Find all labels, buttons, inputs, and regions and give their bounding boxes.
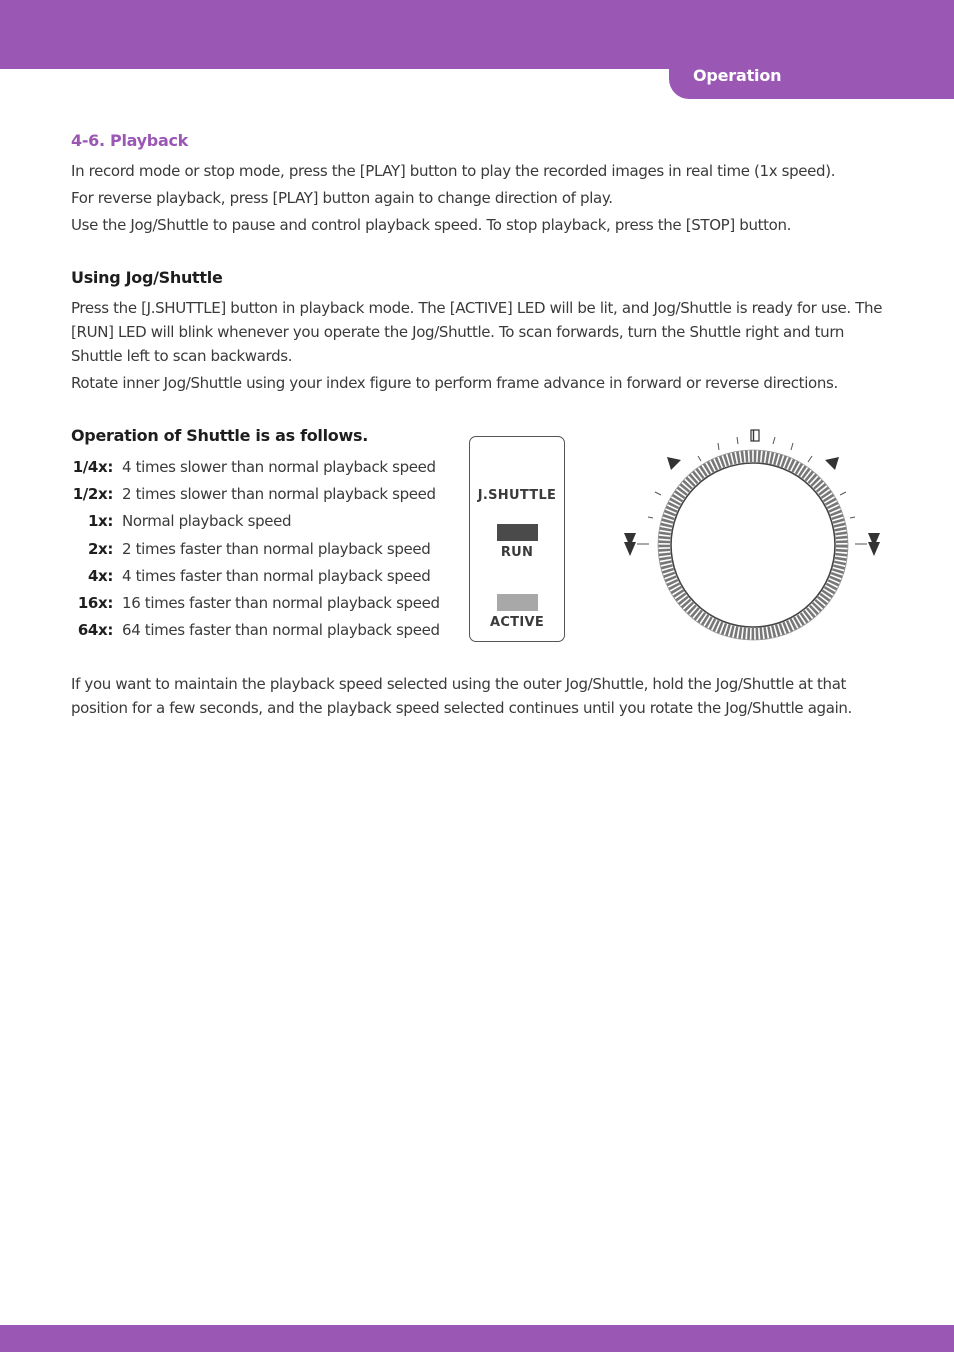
speed-row [71, 508, 451, 535]
jog-paragraph-1: Press the [J.SHUTTLE] button in playback mode. The [ACTIVE] LED will be lit, and Jog/Shuttle is ready for use. The [RUN] LED will blink whenever you operate the Jog/Shuttle. To scan forwards, turn the Shuttle right and turn Shuttle left to scan backwards. [71, 299, 883, 365]
speed-key: 64x: [77, 621, 113, 640]
speed-row [71, 590, 451, 617]
speed-description: 4 times slower than normal playback speed [122, 458, 436, 476]
jshuttle-button-label: J.SHUTTLE [477, 488, 557, 503]
speed-description: 2 times faster than normal playback speed [122, 539, 431, 558]
speed-row [71, 563, 451, 590]
speed-key: 4x: [87, 566, 113, 585]
section-title: 4-6. Playback [71, 131, 188, 150]
speed-key: 1/4x: [72, 458, 113, 476]
speed-key: 2x: [87, 539, 113, 558]
jog-shuttle-dial [615, 420, 895, 645]
intro-line-1: In record mode or stop mode, press the [PLAY] button to play the recorded images in real time (1x speed). [71, 162, 836, 180]
speed-row [71, 617, 451, 644]
speed-row [71, 481, 451, 508]
shuttle-heading: Operation of Shuttle is as follows. [71, 426, 368, 445]
intro-line-3: Use the Jog/Shuttle to pause and control playback speed. To stop playback, press the [STOP] button. [71, 216, 792, 234]
speed-key: 1x: [87, 512, 113, 531]
speed-description: 4 times faster than normal playback speed [122, 566, 431, 585]
section-tab [669, 55, 954, 99]
intro-line-2: For reverse playback, press [PLAY] button again to change direction of play. [71, 189, 613, 207]
jog-heading: Using Jog/Shuttle [71, 268, 223, 287]
footer-band [0, 1325, 954, 1352]
center-mark-icon [751, 430, 759, 441]
speed-description: Normal playback speed [122, 512, 292, 531]
speed-key: 16x: [77, 593, 113, 612]
speed-key: 1/2x: [72, 485, 113, 504]
active-led-label: ACTIVE [489, 615, 545, 630]
jog-shuttle-panel [469, 436, 565, 642]
active-led [497, 594, 538, 611]
speed-list [71, 454, 451, 644]
speed-description: 2 times slower than normal playback speed [122, 485, 436, 504]
speed-row [71, 536, 451, 563]
section-tab-label: Operation [693, 66, 782, 85]
speed-description: 64 times faster than normal playback speed [122, 621, 440, 640]
footer-note: If you want to maintain the playback speed selected using the outer Jog/Shuttle, hold the Jog/Shuttle at that position for a few seconds, and the playback speed selected continues until you rotate the Jog/Shuttle again. [71, 675, 852, 717]
run-led-label: RUN [500, 545, 534, 560]
speed-row [71, 454, 451, 481]
jog-paragraph-2: Rotate inner Jog/Shuttle using your index figure to perform frame advance in forward or reverse directions. [71, 374, 838, 392]
speed-description: 16 times faster than normal playback speed [122, 593, 440, 612]
run-led [497, 524, 538, 541]
jog-wheel [671, 463, 835, 627]
